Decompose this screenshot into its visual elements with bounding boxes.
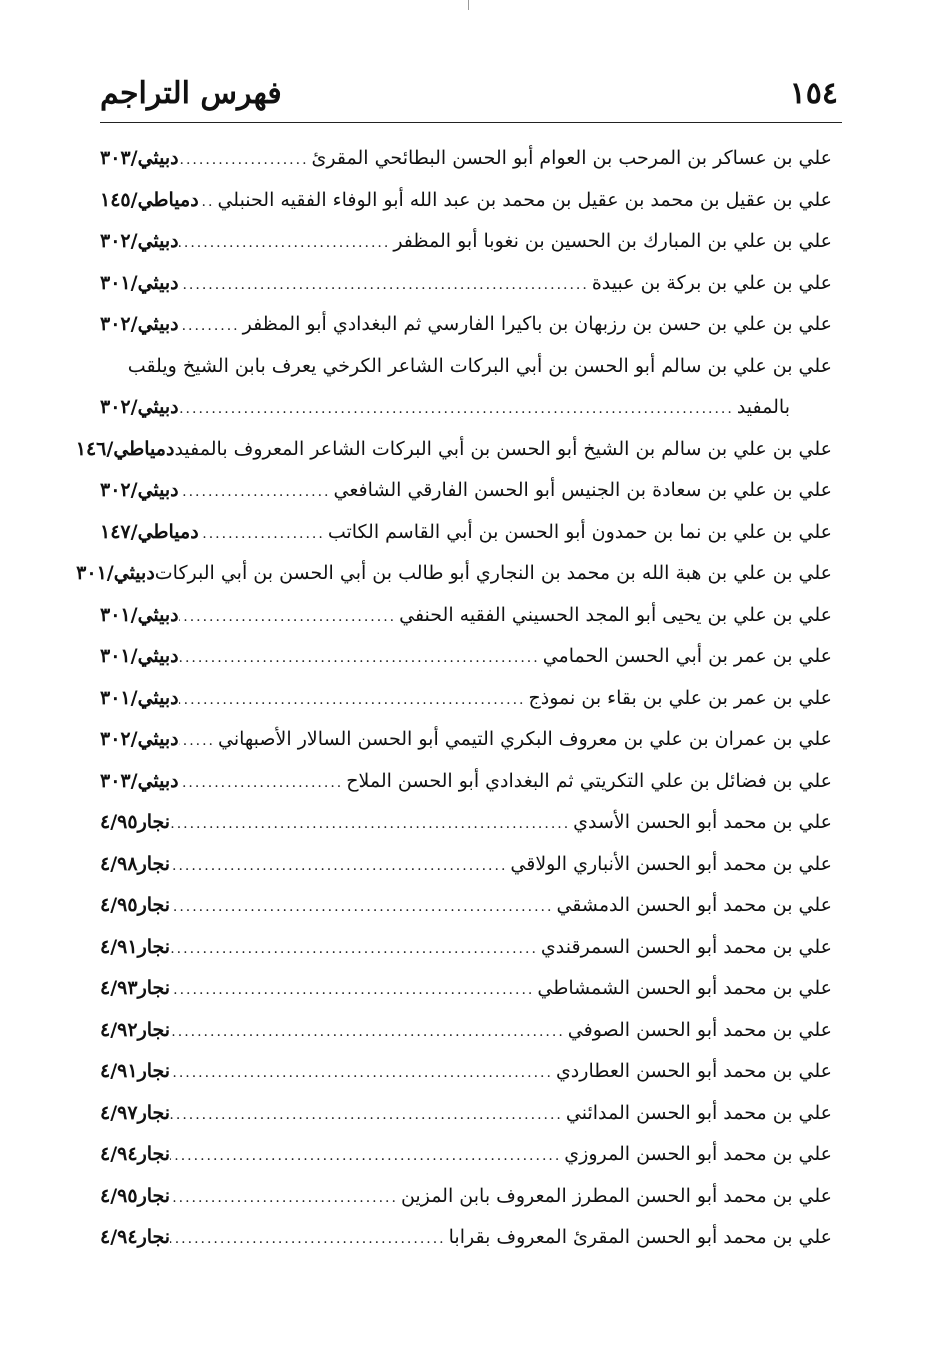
entry-reference: دبيثي/٣٠٣	[100, 769, 179, 792]
entry-name: علي بن علي بن سالم بن الشيخ أبو الحسن بن أبي البركات الشاعر المعروف بالمفيد	[174, 437, 832, 460]
dot-leader	[170, 1219, 449, 1261]
entry-name: علي بن علي بن نما بن حمدون أبو الحسن بن أبي القاسم الكاتب	[327, 520, 832, 543]
dot-leader	[199, 182, 218, 224]
index-entry	[100, 678, 832, 720]
entry-name: علي بن عقيل بن محمد بن عقيل بن محمد بن عبد الله أبو الوفاء الفقيه الحنبلي	[217, 188, 832, 211]
entry-name: علي بن علي بن سالم أبو الحسن بن أبي البركات الشاعر الكرخي يعرف بابن الشيخ ويلقب	[127, 354, 832, 377]
header-divider	[100, 122, 842, 123]
entry-reference: دبيثي/٣٠١	[100, 271, 179, 294]
dot-leader	[170, 1178, 401, 1220]
index-entry	[75, 429, 832, 471]
dot-leader	[179, 763, 347, 805]
entry-reference: دمياطي/١٤٥	[100, 188, 199, 211]
entry-name: علي بن علي بن بركة بن عبيدة	[591, 271, 832, 294]
entry-name: علي بن محمد أبو الحسن الدمشقي	[556, 894, 832, 916]
index-entry	[100, 595, 832, 637]
entry-name: علي بن علي بن هبة الله بن محمد بن النجاري أبو طالب بن أبي الحسن بن أبي البركات	[154, 562, 832, 584]
index-entry	[100, 844, 832, 886]
entry-reference: دبيثي/٣٠٢	[100, 313, 179, 335]
entry-reference: نجار٤/٩٨	[100, 852, 171, 875]
index-entry	[100, 1093, 832, 1135]
index-entry	[100, 1217, 832, 1259]
entry-reference: نجار٤/٩٥	[100, 894, 171, 916]
entry-name: علي بن علي بن المبارك بن الحسين بن نغوبا أبو المظفر	[393, 230, 832, 252]
entry-reference: نجار٤/٩٥	[100, 1184, 171, 1207]
entry-name: علي بن محمد أبو الحسن العطاردي	[555, 1060, 832, 1082]
dot-leader	[179, 223, 394, 265]
index-entry	[100, 968, 832, 1010]
index-entry	[100, 387, 832, 429]
dot-leader	[170, 846, 510, 888]
entry-reference: دبيثي/٣٠١	[100, 686, 179, 709]
entry-reference: دبيثي/٣٠٣	[100, 147, 179, 169]
index-entry	[100, 802, 832, 844]
entry-name: علي بن محمد أبو الحسن الأسدي	[573, 811, 832, 833]
index-entry	[76, 553, 832, 595]
index-entry	[100, 1051, 832, 1093]
dot-leader	[170, 1136, 564, 1178]
entry-reference: دبيثي/٣٠١	[100, 603, 179, 626]
entry-name: علي بن عساكر بن المرحب بن العوام أبو الحسن البطائحي المقرئ	[311, 147, 832, 169]
entry-name: علي بن علي بن حسن بن رزبهان بن باكيرا الفارسي ثم البغدادي أبو المظفر	[242, 313, 832, 335]
index-entries-list	[75, 138, 832, 1259]
index-entry	[100, 761, 832, 803]
dot-leader	[170, 1053, 556, 1095]
dot-leader	[170, 970, 537, 1012]
entry-reference: دبيثي/٣٠١	[100, 645, 179, 667]
entry-reference: دبيثي/٣٠٢	[100, 479, 179, 501]
entry-reference: دبيثي/٣٠٢	[100, 396, 179, 418]
entry-reference: نجار٤/٩١	[100, 935, 171, 958]
entry-reference: دبيثي/٣٠٢	[100, 728, 179, 750]
dot-leader	[179, 140, 312, 182]
entry-name: علي بن محمد أبو الحسن المدائني	[565, 1101, 832, 1124]
dot-leader	[179, 389, 737, 431]
index-entry	[100, 263, 832, 305]
entry-name: علي بن محمد أبو الحسن المقرئ المعروف بقرابا	[448, 1226, 832, 1248]
entry-reference: نجار٤/٩٥	[100, 811, 171, 833]
index-entry	[100, 1134, 832, 1176]
dot-leader	[179, 721, 218, 763]
entry-name: علي بن عمر بن علي بن بقاء بن نموذج	[528, 686, 832, 709]
entry-reference: دمياطي/١٤٦	[75, 437, 175, 460]
entry-reference: نجار٤/٩٣	[100, 977, 171, 999]
page-header	[100, 72, 842, 116]
entry-name: علي بن محمد أبو الحسن الأنباري الولاقي	[510, 852, 832, 875]
dot-leader	[179, 638, 543, 680]
entry-name: علي بن علي بن يحيى أبو المجد الحسيني الفقيه الحنفي	[399, 603, 832, 626]
entry-name: علي بن عمر بن أبي الحسن الحمامي	[542, 645, 832, 667]
dot-leader	[170, 1012, 568, 1054]
index-entry	[100, 636, 832, 678]
index-entry	[100, 512, 832, 554]
index-entry	[100, 1176, 832, 1218]
index-entry	[100, 719, 832, 761]
entry-reference: نجار٤/٩٤	[100, 1143, 171, 1165]
dot-leader	[179, 306, 243, 348]
entry-reference: دبيثي/٣٠١	[76, 562, 155, 584]
page-number: ١٥٤	[789, 76, 838, 111]
entry-name: علي بن محمد أبو الحسن السمرقندي	[540, 935, 832, 958]
index-entry	[100, 304, 832, 346]
entry-name: علي بن محمد أبو الحسن المروزي	[564, 1143, 832, 1165]
entry-reference: دبيثي/٣٠٢	[100, 230, 179, 252]
entry-name: علي بن محمد أبو الحسن الصوفي	[567, 1018, 832, 1041]
entry-name: علي بن فضائل بن علي التكريتي ثم البغدادي أبو الحسن الملاح	[346, 769, 832, 792]
dot-leader	[179, 597, 399, 639]
entry-name: علي بن عمران بن علي بن معروف البكري التيمي أبو الحسن السالار الأصبهاني	[218, 728, 832, 750]
index-entry	[100, 180, 832, 222]
index-entry	[100, 1010, 832, 1052]
entry-reference: نجار٤/٩٧	[100, 1101, 171, 1124]
dot-leader	[170, 804, 573, 846]
index-entry	[100, 927, 832, 969]
entry-reference: دمياطي/١٤٧	[100, 520, 199, 543]
index-entry	[100, 221, 832, 263]
entry-reference: نجار٤/٩٤	[100, 1226, 171, 1248]
index-entry	[100, 138, 832, 180]
entry-reference: نجار٤/٩٢	[100, 1018, 171, 1041]
dot-leader	[170, 929, 541, 971]
dot-leader	[199, 514, 328, 556]
dot-leader	[170, 1095, 566, 1137]
entry-name: بالمفيد	[736, 396, 790, 418]
index-entry	[100, 346, 832, 388]
entry-reference: نجار٤/٩١	[100, 1060, 171, 1082]
index-entry	[100, 470, 832, 512]
entry-name: علي بن محمد أبو الحسن المطرز المعروف بابن المزين	[400, 1184, 832, 1207]
entry-name: علي بن محمد أبو الحسن الشمشاطي	[537, 977, 832, 999]
page-top-mark	[468, 0, 469, 10]
index-entry	[100, 885, 832, 927]
dot-leader	[170, 887, 556, 929]
dot-leader	[179, 680, 529, 722]
entry-name: علي بن علي بن سعادة بن الجنيس أبو الحسن الفارقي الشافعي	[333, 479, 832, 501]
dot-leader	[179, 472, 334, 514]
dot-leader	[179, 265, 592, 307]
page-title: فهرس التراجم	[100, 76, 282, 111]
